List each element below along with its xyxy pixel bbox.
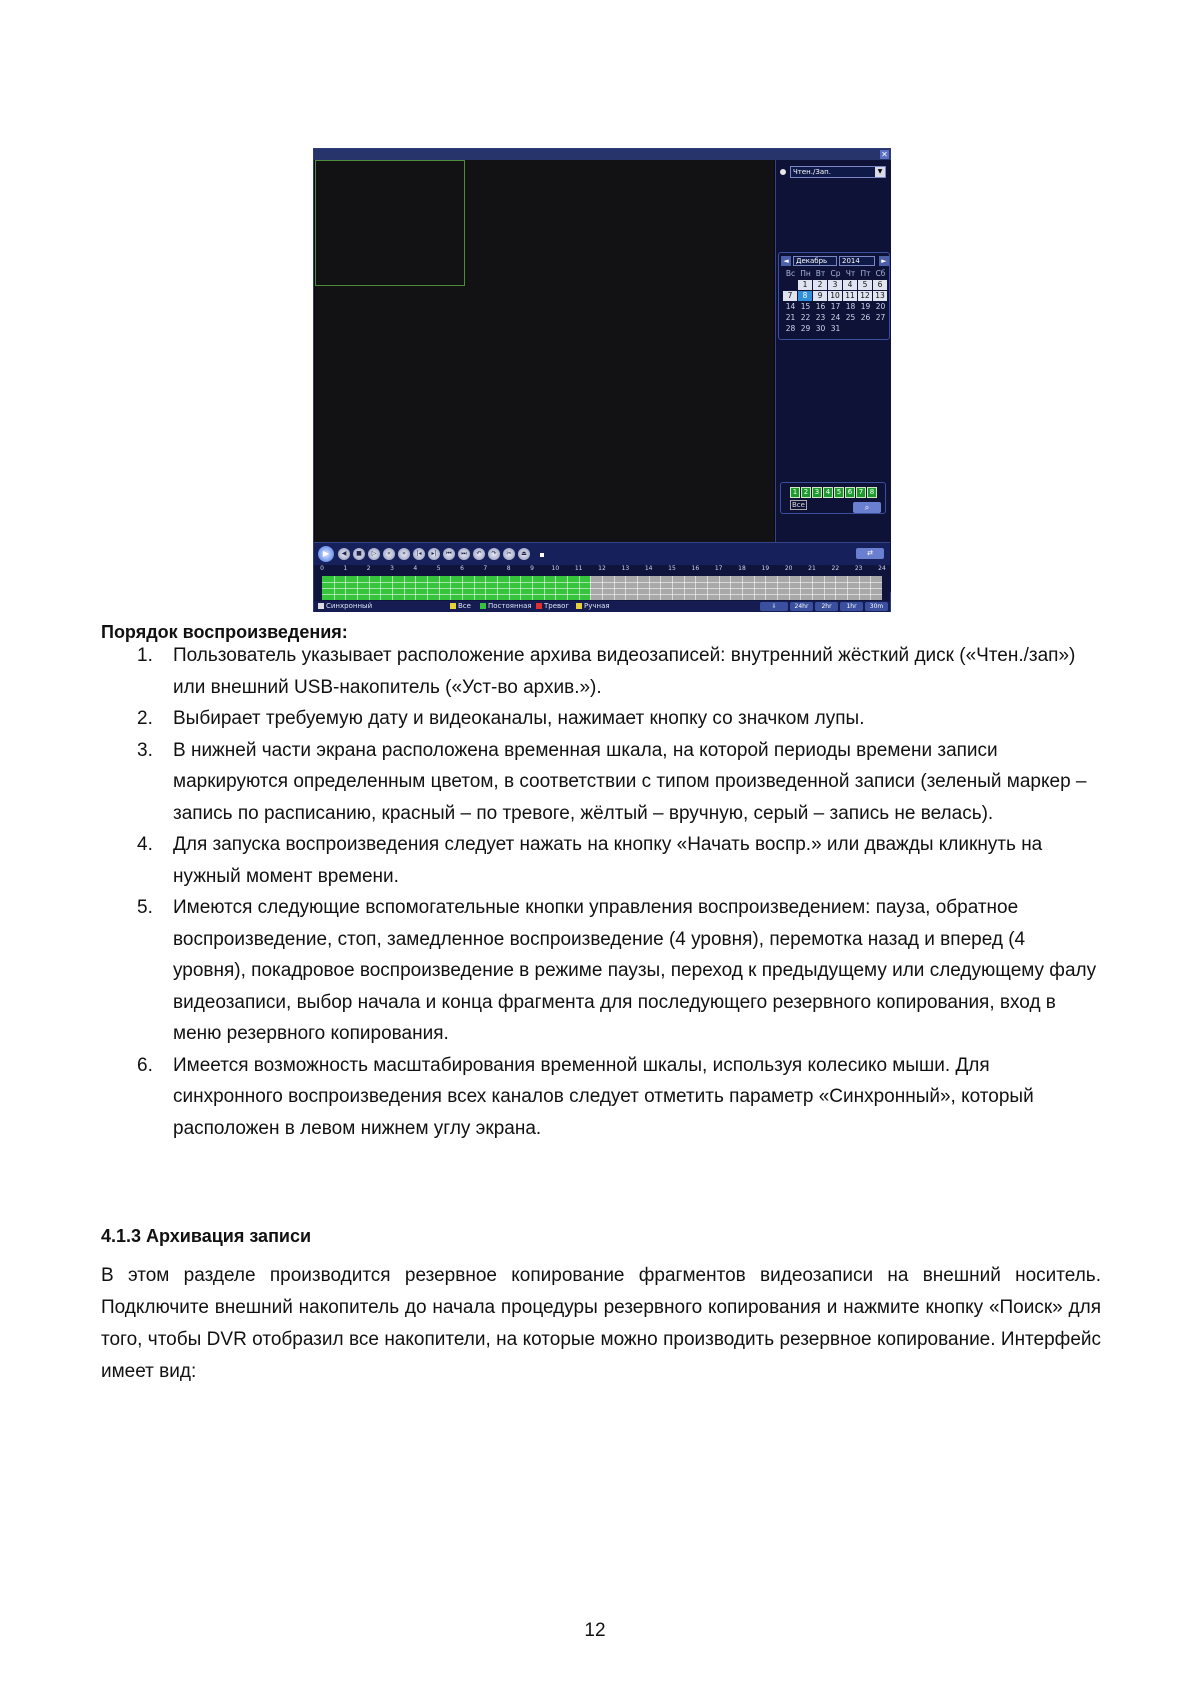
list-item-number: 1. xyxy=(137,645,153,666)
calendar-grid xyxy=(783,269,889,335)
timeline-hour-label: 14 xyxy=(644,565,653,572)
sync-checkbox-box[interactable] xyxy=(318,603,324,609)
calendar-day[interactable]: 28 xyxy=(785,324,796,333)
calendar-day[interactable]: 19 xyxy=(860,302,871,311)
calendar-day[interactable]: 26 xyxy=(860,313,871,322)
timeline-hour-label: 0 xyxy=(320,565,324,572)
calendar-week xyxy=(783,324,889,335)
sync-checkbox[interactable] xyxy=(318,601,372,612)
legend-manual xyxy=(576,601,610,612)
calendar-weekday: Пн xyxy=(800,269,811,278)
channel-7-button[interactable]: 7 xyxy=(856,487,866,498)
all-channels-label: Все xyxy=(792,501,805,509)
timeline-legend xyxy=(314,601,890,612)
legend-constant-label: Постоянная xyxy=(488,602,532,610)
timeline-hour-label: 5 xyxy=(436,565,441,572)
month-value: Декабрь xyxy=(796,257,828,265)
search-icon[interactable]: ⌕ xyxy=(853,502,881,513)
calendar-day[interactable]: 5 xyxy=(858,280,872,290)
zoom-24hr-button[interactable] xyxy=(790,602,813,611)
slow-play-button[interactable]: ▷ xyxy=(368,548,380,560)
fullscreen-button[interactable]: ⇄ xyxy=(856,548,884,559)
year-value: 2014 xyxy=(842,257,860,265)
calendar-week xyxy=(783,302,889,313)
channel-selector xyxy=(780,482,886,514)
timeline-scroll-button[interactable]: ⇩ xyxy=(760,602,788,611)
close-icon[interactable]: ✕ xyxy=(881,150,888,159)
channel-3-button[interactable]: 3 xyxy=(812,487,822,498)
legend-alarm-label: Тревог xyxy=(544,602,570,610)
legend-constant xyxy=(480,601,532,612)
list-item-number: 6. xyxy=(137,1054,153,1076)
calendar-day[interactable]: 13 xyxy=(873,291,887,301)
list-item-text: Имеются следующие вспомогательные кнопки управления воспроизведением: пауза, обратное воспроизведение, стоп, замедленное воспроизведение (4 уровня), перемотка назад и вперед (4 уровня), покадровое воспроизведение в режиме паузы, переход к предыдущему или следующему фалу видеозаписи, выбор начала и конца фрагмента для последующего резервного копирования, вход в меню резервного копирования. xyxy=(173,897,1097,1044)
source-radio[interactable] xyxy=(780,169,786,175)
calendar-day[interactable]: 6 xyxy=(873,280,887,290)
list-item xyxy=(101,892,1101,1050)
chevron-down-icon[interactable]: ▼ xyxy=(875,167,885,177)
list-item xyxy=(101,829,1101,892)
timeline-hour-label: 3 xyxy=(390,565,394,572)
list-item xyxy=(101,703,1101,735)
calendar-empty xyxy=(873,324,888,334)
timeline-hour-label: 18 xyxy=(738,565,746,572)
calendar-header xyxy=(781,255,889,267)
calendar-week xyxy=(783,280,889,291)
calendar-empty xyxy=(843,324,858,334)
timeline-hour-label: 9 xyxy=(530,565,534,572)
timeline-gridline xyxy=(322,594,882,595)
calendar-day[interactable]: 17 xyxy=(830,302,841,311)
calendar-day[interactable]: 20 xyxy=(875,302,886,311)
calendar-day[interactable]: 8 xyxy=(798,291,812,301)
calendar-day[interactable]: 11 xyxy=(843,291,857,301)
list-item xyxy=(101,1050,1101,1145)
legend-all-label: Все xyxy=(458,602,471,610)
fast-forward-button[interactable]: » xyxy=(398,548,410,560)
timeline-hour-label: 23 xyxy=(854,565,863,572)
calendar-day[interactable]: 14 xyxy=(785,302,796,311)
timeline-hour-label: 13 xyxy=(621,565,630,572)
channel-4-button[interactable]: 4 xyxy=(823,487,833,498)
calendar-weekday: Вт xyxy=(815,269,826,278)
video-area[interactable] xyxy=(315,160,774,592)
channel-1-button[interactable]: 1 xyxy=(790,487,800,498)
zoom-30m-label: 30m xyxy=(869,603,884,610)
list-item-number: 4. xyxy=(137,834,153,855)
legend-manual-label: Ручная xyxy=(584,602,610,610)
calendar-day[interactable]: 16 xyxy=(815,302,826,311)
calendar-day[interactable]: 9 xyxy=(813,291,827,301)
list-item-text: Пользователь указывает расположение архива видеозаписей: внутренний жёсткий диск («Чтен./зап») или внешний USB-накопитель («Уст-во архив.»). xyxy=(173,645,1076,698)
calendar-weekday: Чт xyxy=(845,269,856,278)
calendar-day[interactable]: 22 xyxy=(800,313,811,322)
timeline-hour-label: 21 xyxy=(808,565,816,572)
section-title: 4.1.3 Архивация записи xyxy=(101,1226,312,1246)
page-number: 12 xyxy=(584,1620,606,1641)
dvr-playback-screenshot xyxy=(313,148,891,612)
calendar-day[interactable]: 23 xyxy=(815,313,826,322)
calendar-weekday: Сб xyxy=(875,269,886,278)
list-item-text: Выбирает требуемую дату и видеоканалы, нажимает кнопку со значком лупы. xyxy=(173,708,865,729)
legend-alarm xyxy=(536,601,569,612)
list-item-text: Для запуска воспроизведения следует нажать на кнопку «Начать воспр.» или дважды кликнуть на нужный момент времени. xyxy=(173,834,1043,887)
calendar-day[interactable]: 1 xyxy=(798,280,812,290)
timeline-bar[interactable] xyxy=(322,576,882,600)
calendar-day[interactable]: 10 xyxy=(828,291,842,301)
timeline-gridline xyxy=(322,588,882,589)
calendar-day[interactable]: 27 xyxy=(875,313,886,322)
timeline-hours xyxy=(320,565,886,574)
calendar-weekday: Пт xyxy=(860,269,871,278)
month-select[interactable] xyxy=(793,256,837,266)
rewind-button[interactable]: « xyxy=(383,548,395,560)
calendar-empty xyxy=(858,324,873,334)
timeline-hour-label: 16 xyxy=(691,565,700,572)
timeline-hour-label: 17 xyxy=(714,565,723,572)
storage-source-select[interactable] xyxy=(790,166,886,178)
zoom-24hr-label: 24hr xyxy=(794,603,809,610)
calendar-empty xyxy=(783,280,798,290)
list-item-number: 2. xyxy=(137,708,153,729)
calendar-week xyxy=(783,313,889,324)
clip-start-button[interactable]: ↶ xyxy=(473,548,485,560)
calendar-day[interactable]: 2 xyxy=(813,280,827,290)
timeline-hour-label: 10 xyxy=(551,565,560,572)
calendar-day[interactable]: 30 xyxy=(815,324,826,333)
zoom-30m-button[interactable] xyxy=(865,602,888,611)
legend-constant-swatch xyxy=(480,603,486,609)
channel-8-button[interactable]: 8 xyxy=(867,487,877,498)
clip-end-button[interactable]: ↷ xyxy=(488,548,500,560)
calendar-day[interactable]: 29 xyxy=(800,324,811,333)
sync-label: Синхронный xyxy=(326,602,373,610)
video-channel-window[interactable] xyxy=(315,160,465,286)
calendar xyxy=(778,252,890,340)
frame-back-button[interactable]: |◂ xyxy=(413,548,425,560)
timeline-hour-label: 1 xyxy=(343,565,348,572)
playback-steps-list xyxy=(101,640,1101,1144)
timeline-hour-label: 24 xyxy=(878,565,886,572)
legend-all-box[interactable] xyxy=(450,603,456,609)
timeline-hour-label: 19 xyxy=(761,565,770,572)
playback-heading: Порядок воспроизведения: xyxy=(101,622,348,642)
timeline-hour-label: 4 xyxy=(413,565,418,572)
all-channels-checkbox[interactable] xyxy=(790,500,807,510)
calendar-day[interactable]: 7 xyxy=(783,291,797,301)
calendar-weekdays xyxy=(783,269,889,280)
cut-icon[interactable]: ✂ xyxy=(503,548,515,560)
timeline-hour-label: 7 xyxy=(483,565,488,572)
timeline-hour-label: 6 xyxy=(460,565,464,572)
playback-sidebar xyxy=(775,160,891,592)
calendar-day[interactable]: 15 xyxy=(800,302,811,311)
calendar-weekday: Вс xyxy=(785,269,796,278)
calendar-day[interactable]: 25 xyxy=(845,313,856,322)
frame-forward-button[interactable]: ▸| xyxy=(428,548,440,560)
section-paragraph: В этом разделе производится резервное копирование фрагментов видеозаписи на внешний носитель. Подключите внешний накопитель до начала процедуры резервного копирования и нажмите кнопку «Поиск» для того, чтобы DVR отобразил все накопители, на которые можно производить резервное копирование. Интерфейс имеет вид: xyxy=(101,1265,1101,1382)
play-button[interactable]: ▶ xyxy=(318,546,334,562)
list-item-number: 5. xyxy=(137,897,153,918)
window-titlebar xyxy=(314,149,890,160)
timeline[interactable] xyxy=(314,565,890,601)
channel-6-button[interactable]: 6 xyxy=(845,487,855,498)
stop-button[interactable]: ■ xyxy=(353,548,365,560)
calendar-day[interactable]: 12 xyxy=(858,291,872,301)
timeline-hour-label: 8 xyxy=(506,565,511,572)
legend-all[interactable] xyxy=(450,601,471,612)
calendar-day[interactable]: 18 xyxy=(845,302,856,311)
channel-5-button[interactable]: 5 xyxy=(834,487,844,498)
storage-source-value: Чтен./Зап. xyxy=(793,168,831,176)
list-item-text: В нижней части экрана расположена временная шкала, на которой периоды времени записи маркируются определенным цветом, в соответствии с типом произведенной записи (зеленый маркер – запись по расписанию, красный – по тревоге, жёлтый – вручную, серый – запись не велась). xyxy=(173,739,1087,824)
channel-2-button[interactable]: 2 xyxy=(801,487,811,498)
next-month-icon[interactable]: ► xyxy=(879,256,889,266)
calendar-day[interactable]: 31 xyxy=(830,324,841,333)
calendar-week xyxy=(783,291,889,302)
timeline-hour-label: 22 xyxy=(831,565,840,572)
previous-file-button[interactable]: ⏮ xyxy=(443,548,455,560)
zoom-1hr-label: 1hr xyxy=(846,603,857,610)
timeline-hour-label: 15 xyxy=(668,565,676,572)
legend-alarm-swatch xyxy=(536,603,542,609)
timeline-hour-label: 20 xyxy=(784,565,793,572)
calendar-day[interactable]: 24 xyxy=(830,313,841,322)
list-item-number: 3. xyxy=(137,739,153,761)
backup-button[interactable]: ⏏ xyxy=(518,548,530,560)
legend-manual-swatch xyxy=(576,603,582,609)
calendar-day[interactable]: 21 xyxy=(785,313,796,322)
playback-status-indicator xyxy=(540,553,544,557)
calendar-day[interactable]: 4 xyxy=(843,280,857,290)
timeline-hour-label: 11 xyxy=(574,565,583,572)
calendar-weekday: Ср xyxy=(830,269,841,278)
playback-controls xyxy=(314,542,890,565)
timeline-hour-label: 2 xyxy=(366,565,371,572)
zoom-2hr-label: 2hr xyxy=(821,603,832,610)
year-input[interactable] xyxy=(839,256,875,266)
zoom-2hr-button[interactable] xyxy=(815,602,838,611)
list-item xyxy=(101,735,1101,830)
reverse-play-button[interactable]: ◀ xyxy=(338,548,350,560)
calendar-day[interactable]: 3 xyxy=(828,280,842,290)
timeline-gridline xyxy=(322,582,882,583)
timeline-hour-label: 12 xyxy=(598,565,606,572)
list-item xyxy=(101,640,1101,703)
prev-month-icon[interactable]: ◄ xyxy=(781,256,791,266)
zoom-1hr-button[interactable] xyxy=(840,602,863,611)
list-item-text: Имеется возможность масштабирования временной шкалы, используя колесико мыши. Для синхронного воспроизведения всех каналов следует отметить параметр «Синхронный», который расположен в левом нижнем углу экрана. xyxy=(173,1054,1034,1139)
next-file-button[interactable]: ⏭ xyxy=(458,548,470,560)
